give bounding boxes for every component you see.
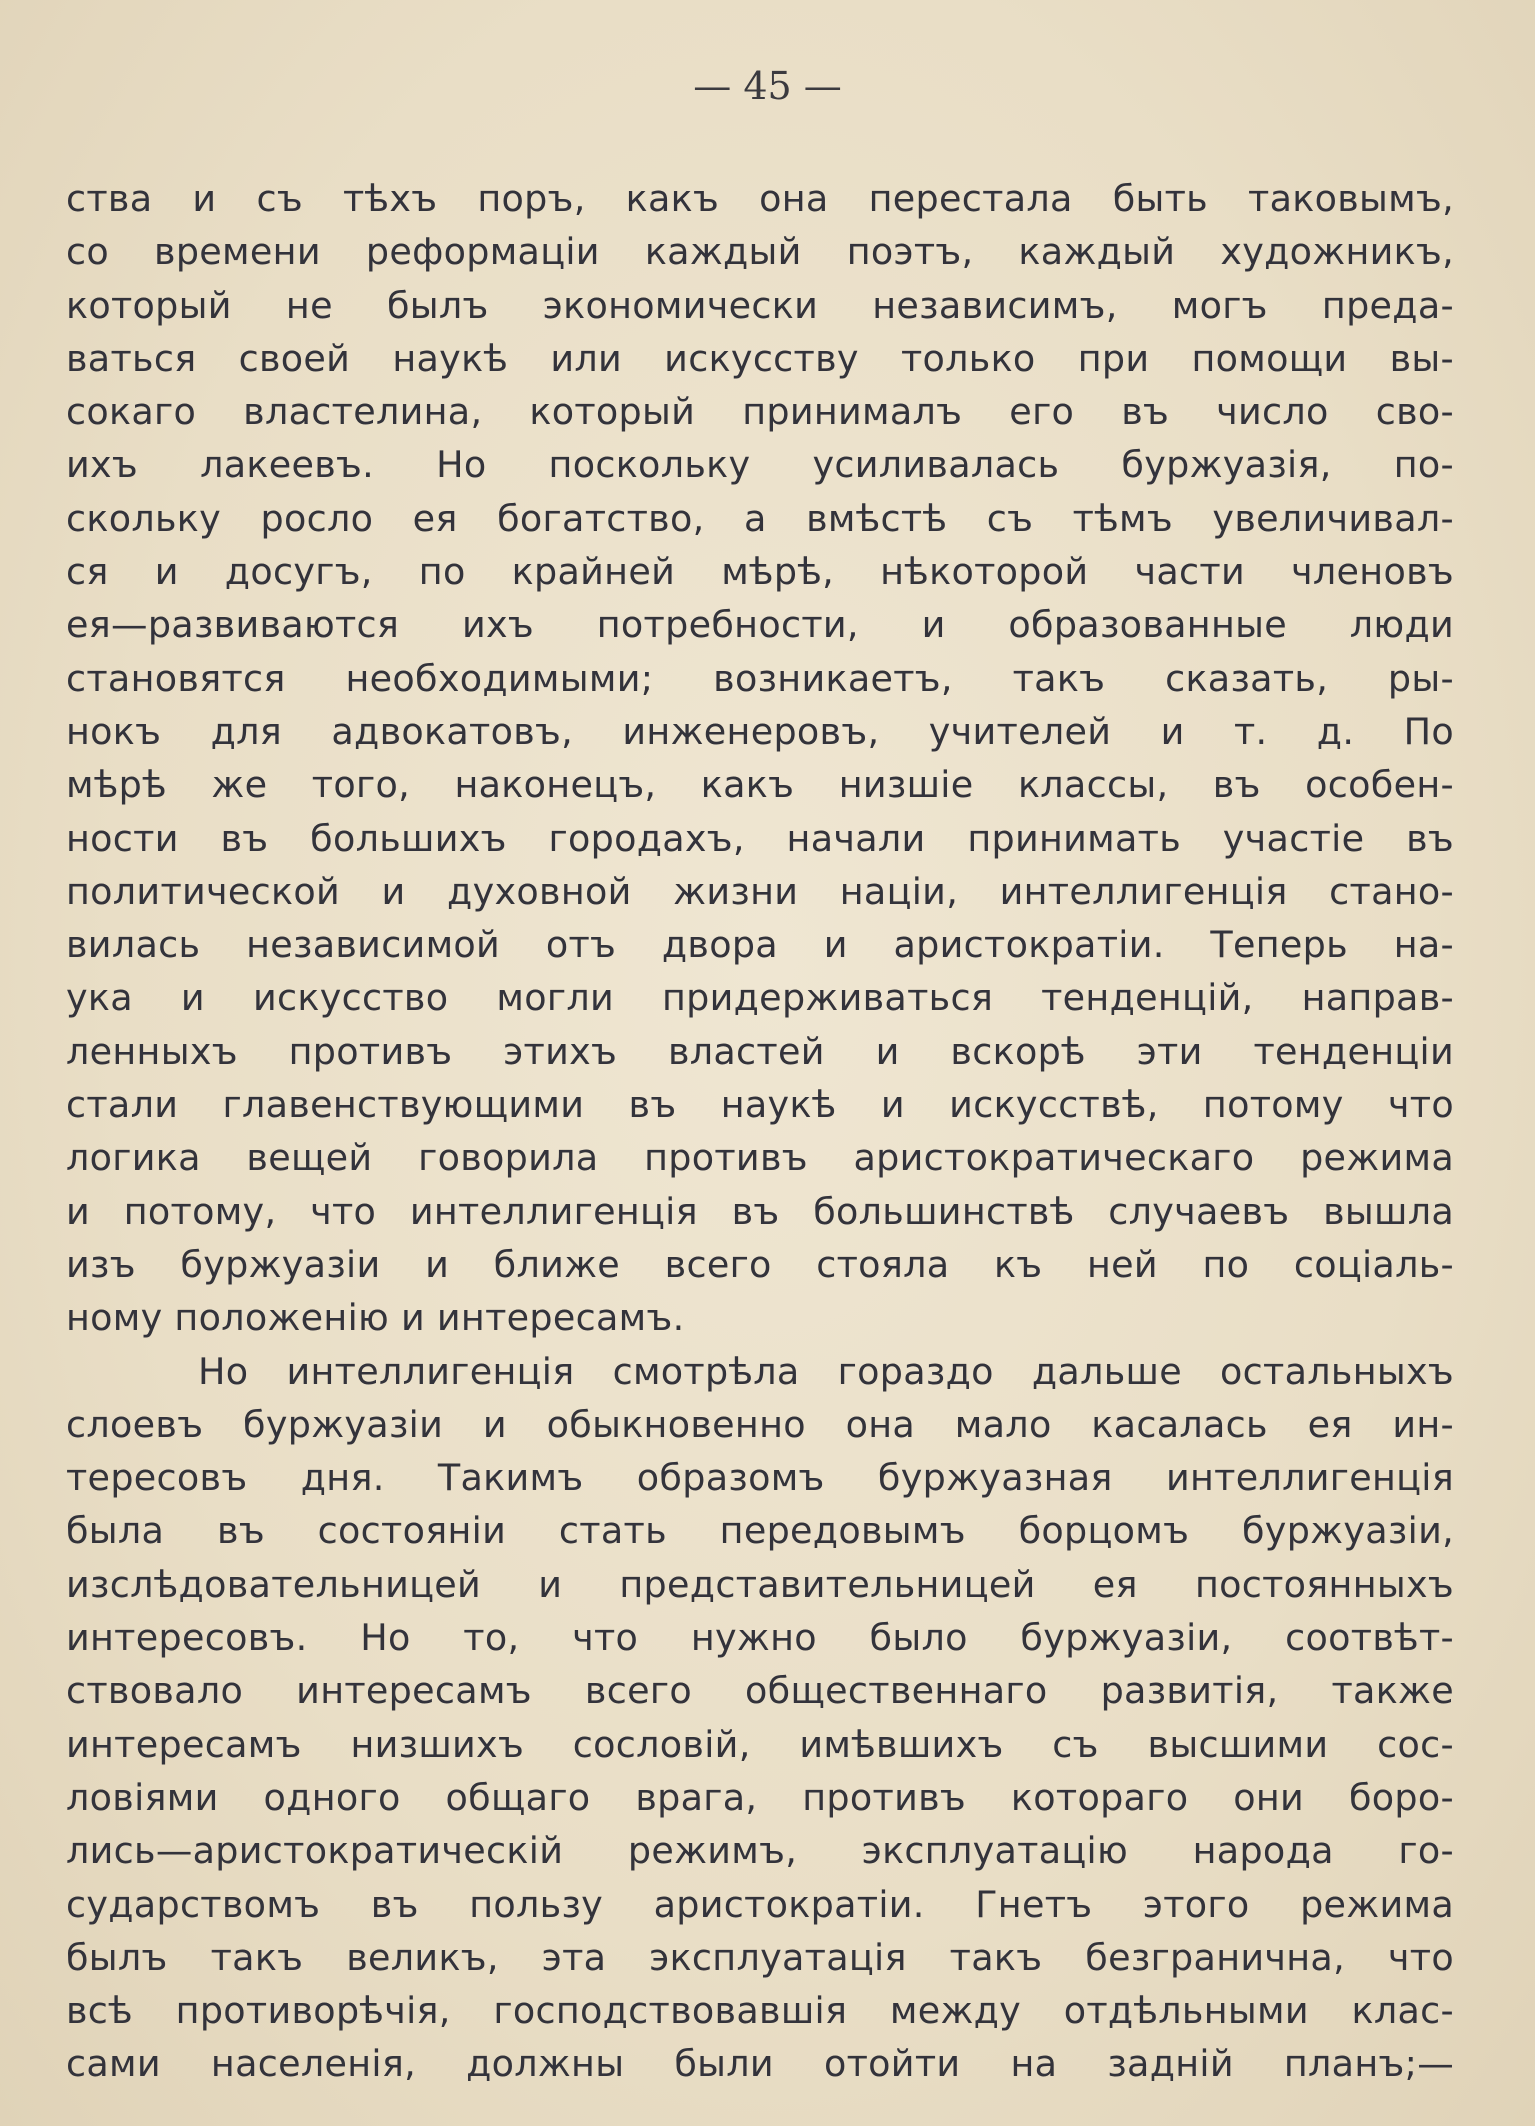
text-line: ствовало интересамъ всего общественнаго развитія, также (66, 1669, 1454, 1713)
text-line: ихъ лакеевъ. Но поскольку усиливалась буржуазія, по- (66, 443, 1454, 487)
text-line: сами населенія, должны были отойти на задній планъ;— (66, 2042, 1454, 2086)
text-line: скольку росло ея богатство, а вмѣстѣ съ тѣмъ увеличивал- (66, 496, 1454, 540)
text-line: слоевъ буржуазіи и обыкновенно она мало касалась ея ин- (66, 1402, 1454, 1446)
text-line: который не былъ экономически независимъ, могъ преда- (66, 283, 1454, 327)
paragraph-end-line: ному положенію и интересамъ. (66, 1296, 685, 1340)
text-line: тересовъ дня. Такимъ образомъ буржуазная интеллигенція (66, 1456, 1454, 1500)
text-line: сударствомъ въ пользу аристократіи. Гнетъ этого режима (66, 1882, 1454, 1926)
text-line: лись—аристократическій режимъ, эксплуатацію народа го- (66, 1829, 1454, 1873)
body-text (66, 172, 1454, 2091)
text-line: всѣ противорѣчія, господствовавшія между отдѣльными клас- (66, 1989, 1454, 2033)
text-line: интересамъ низшихъ сословій, имѣвшихъ съ высшими сос- (66, 1722, 1454, 1766)
text-line: ука и искусство могли придерживаться тенденцій, направ- (66, 976, 1454, 1020)
paragraph-start-line: Но интеллигенція смотрѣла гораздо дальше остальныхъ (198, 1349, 1454, 1393)
text-line: ея—развиваются ихъ потребности, и образованные люди (66, 603, 1454, 647)
text-line: нокъ для адвокатовъ, инженеровъ, учителей и т. д. По (66, 709, 1454, 753)
text-line: былъ такъ великъ, эта эксплуатація такъ безгранична, что (66, 1935, 1454, 1979)
text-line: интересовъ. Но то, что нужно было буржуазіи, соотвѣт- (66, 1616, 1454, 1660)
text-line: ленныхъ противъ этихъ властей и вскорѣ эти тенденціи (66, 1029, 1454, 1073)
text-line: становятся необходимыми; возникаетъ, такъ сказать, ры- (66, 656, 1454, 700)
text-line: ности въ большихъ городахъ, начали принимать участіе въ (66, 816, 1454, 860)
text-line: была въ состояніи стать передовымъ борцомъ буржуазіи, (66, 1509, 1454, 1553)
text-line: изслѣдовательницей и представительницей ея постоянныхъ (66, 1562, 1454, 1606)
text-line: вилась независимой отъ двора и аристократіи. Теперь на- (66, 923, 1454, 967)
text-line: логика вещей говорила противъ аристократическаго режима (66, 1136, 1454, 1180)
text-line: стали главенствующими въ наукѣ и искусствѣ, потому что (66, 1083, 1454, 1127)
text-line: со времени реформаціи каждый поэтъ, каждый художникъ, (66, 230, 1454, 274)
text-line: мѣрѣ же того, наконецъ, какъ низшіе классы, въ особен- (66, 763, 1454, 807)
text-line: ства и съ тѣхъ поръ, какъ она перестала быть таковымъ, (66, 177, 1454, 220)
text-line: ваться своей наукѣ или искусству только при помощи вы- (66, 336, 1454, 380)
page-number: — 45 — (693, 64, 842, 108)
text-line: изъ буржуазіи и ближе всего стояла къ ней по соціаль- (66, 1242, 1454, 1286)
text-line: политической и духовной жизни націи, интеллигенція стано- (66, 869, 1454, 913)
text-line: ловіями одного общаго врага, противъ котораго они боро- (66, 1775, 1454, 1819)
text-line: ся и досугъ, по крайней мѣрѣ, нѣкоторой части членовъ (66, 550, 1454, 594)
text-line: сокаго властелина, который принималъ его въ число сво- (66, 390, 1454, 434)
text-line: и потому, что интеллигенція въ большинствѣ случаевъ вышла (66, 1189, 1454, 1233)
